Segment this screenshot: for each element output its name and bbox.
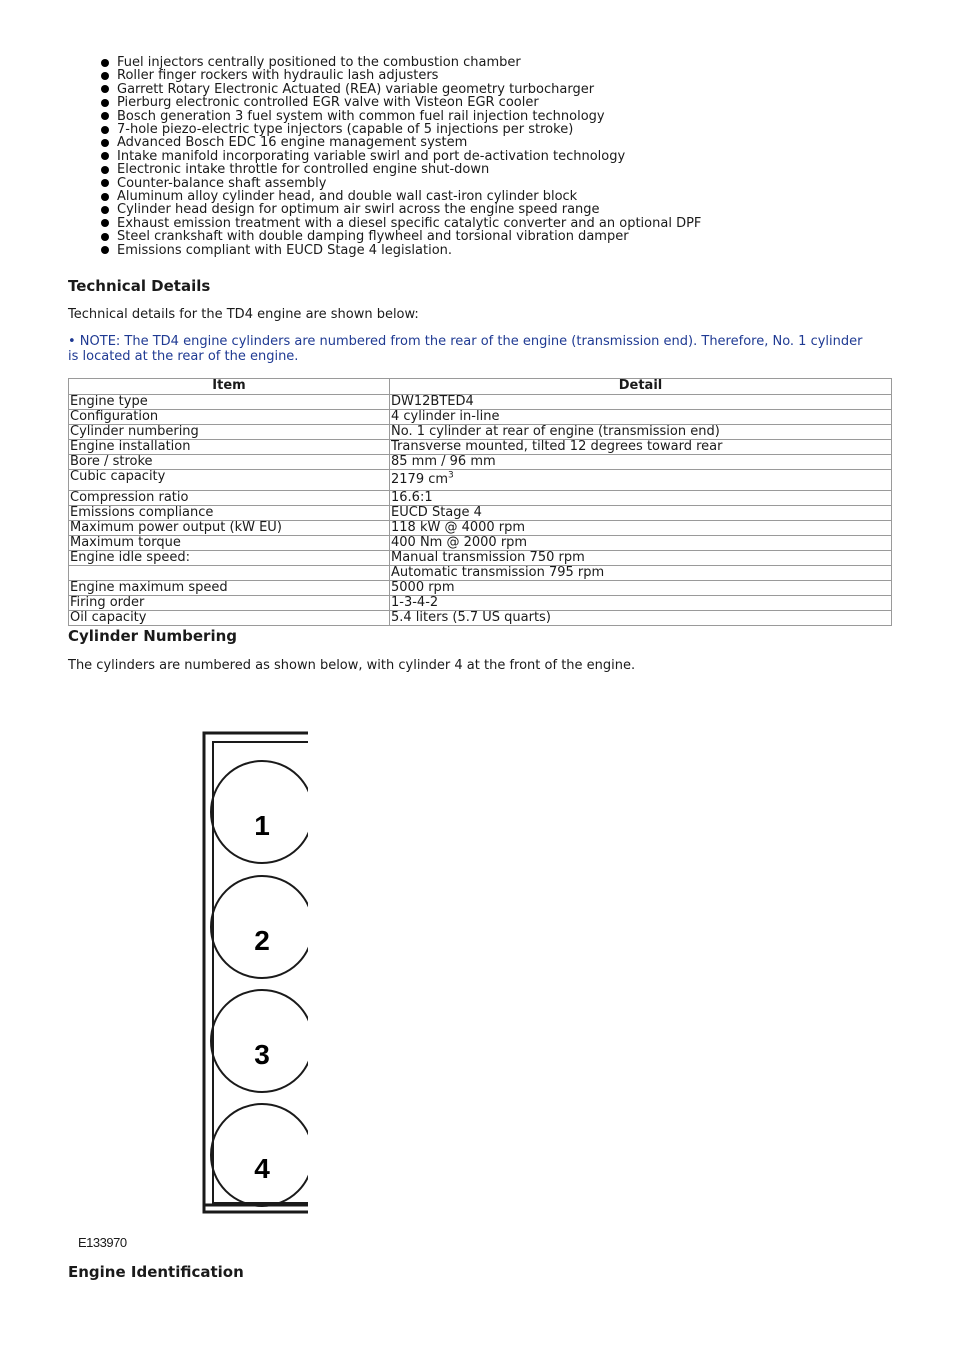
table-row xyxy=(69,455,892,470)
cell-detail: No. 1 cylinder at rear of engine (transmission end) xyxy=(390,425,892,440)
cell-detail: Manual transmission 750 rpm xyxy=(390,551,892,566)
list-item: Emissions compliant with EUCD Stage 4 legislation. xyxy=(68,244,892,257)
cell-item: Engine maximum speed xyxy=(69,581,390,596)
table-row xyxy=(69,491,892,506)
list-item: Advanced Bosch EDC 16 engine management system xyxy=(68,136,892,149)
technical-intro: Technical details for the TD4 engine are shown below: xyxy=(68,307,419,323)
column-header-detail: Detail xyxy=(390,379,892,395)
technical-details-heading: Technical Details xyxy=(68,277,211,296)
list-item: Counter-balance shaft assembly xyxy=(68,177,892,190)
table-row xyxy=(69,566,892,581)
list-item: Cylinder head design for optimum air swirl across the engine speed range xyxy=(68,203,892,216)
cell-item: Maximum torque xyxy=(69,536,390,551)
cylinder-label-1: 1 xyxy=(254,810,270,841)
list-item: Intake manifold incorporating variable swirl and port de-activation technology xyxy=(68,150,892,163)
cylinder-label-2: 2 xyxy=(254,925,270,956)
table-row xyxy=(69,506,892,521)
capacity-value: 2179 cm xyxy=(391,472,449,488)
table-row xyxy=(69,395,892,410)
table-row xyxy=(69,440,892,455)
cell-detail: 4 cylinder in-line xyxy=(390,410,892,425)
cell-item: Configuration xyxy=(69,410,390,425)
cell-item: Emissions compliance xyxy=(69,506,390,521)
table-row xyxy=(69,581,892,596)
cell-detail: Automatic transmission 795 rpm xyxy=(390,566,892,581)
cell-detail: EUCD Stage 4 xyxy=(390,506,892,521)
cell-item: Firing order xyxy=(69,596,390,611)
document-body xyxy=(68,56,892,673)
cell-item: Compression ratio xyxy=(69,491,390,506)
cell-detail xyxy=(390,470,892,491)
feature-list xyxy=(68,56,892,257)
cell-detail: 5000 rpm xyxy=(390,581,892,596)
cylinder-block-outline xyxy=(204,733,308,1212)
cell-detail: Transverse mounted, tilted 12 degrees toward rear xyxy=(390,440,892,455)
list-item: Exhaust emission treatment with a diesel specific catalytic converter and an optional DPF xyxy=(68,217,892,230)
cell-detail: 16.6:1 xyxy=(390,491,892,506)
cylinder-block-svg xyxy=(78,725,308,1230)
list-item: Electronic intake throttle for controlled engine shut-down xyxy=(68,163,892,176)
table-row xyxy=(69,425,892,440)
list-item: Fuel injectors centrally positioned to the combustion chamber xyxy=(68,56,892,69)
cylinder-diagram xyxy=(78,725,308,1250)
note-line-2: is located at the rear of the engine. xyxy=(68,349,299,365)
capacity-superscript: 3 xyxy=(448,470,454,481)
table-row xyxy=(69,536,892,551)
cylinder-numbering-heading: Cylinder Numbering xyxy=(68,627,238,646)
list-item: Steel crankshaft with double damping flywheel and torsional vibration damper xyxy=(68,230,892,243)
cell-item xyxy=(69,566,390,581)
table-row xyxy=(69,551,892,566)
table-header-row xyxy=(69,379,892,395)
cell-detail: 1-3-4-2 xyxy=(390,596,892,611)
list-item: Roller finger rockers with hydraulic lash adjusters xyxy=(68,69,892,82)
cell-item: Bore / stroke xyxy=(69,455,390,470)
table-row xyxy=(69,521,892,536)
cell-item: Engine idle speed: xyxy=(69,551,390,566)
list-item: Bosch generation 3 fuel system with common fuel rail injection technology xyxy=(68,110,892,123)
cell-item: Cylinder numbering xyxy=(69,425,390,440)
table-row xyxy=(69,410,892,425)
list-item: 7-hole piezo-electric type injectors (capable of 5 injections per stroke) xyxy=(68,123,892,136)
cell-item: Engine type xyxy=(69,395,390,410)
cylinder-label-4: 4 xyxy=(254,1153,270,1184)
list-item: Garrett Rotary Electronic Actuated (REA) variable geometry turbocharger xyxy=(68,83,892,96)
note-line-1: • NOTE: The TD4 engine cylinders are numbered from the rear of the engine (transmission end). Therefore, No. 1 cylinder xyxy=(68,334,863,350)
cell-detail: 5.4 liters (5.7 US quarts) xyxy=(390,611,892,626)
cell-item: Maximum power output (kW EU) xyxy=(69,521,390,536)
cell-detail: 400 Nm @ 2000 rpm xyxy=(390,536,892,551)
cell-item: Oil capacity xyxy=(69,611,390,626)
cell-item: Engine installation xyxy=(69,440,390,455)
table-row xyxy=(69,470,892,491)
cell-item: Cubic capacity xyxy=(69,470,390,491)
cell-detail: 85 mm / 96 mm xyxy=(390,455,892,470)
cell-detail: DW12BTED4 xyxy=(390,395,892,410)
list-item: Aluminum alloy cylinder head, and double wall cast-iron cylinder block xyxy=(68,190,892,203)
cell-detail: 118 kW @ 4000 rpm xyxy=(390,521,892,536)
column-header-item: Item xyxy=(69,379,390,395)
engine-identification-heading: Engine Identification xyxy=(68,1263,244,1281)
cylinder-intro: The cylinders are numbered as shown below, with cylinder 4 at the front of the engine. xyxy=(68,658,636,674)
cylinder-label-3: 3 xyxy=(254,1039,270,1070)
spec-table xyxy=(68,378,892,626)
list-item: Pierburg electronic controlled EGR valve with Visteon EGR cooler xyxy=(68,96,892,109)
table-row xyxy=(69,596,892,611)
table-row xyxy=(69,611,892,626)
figure-code: E133970 xyxy=(78,1235,127,1250)
